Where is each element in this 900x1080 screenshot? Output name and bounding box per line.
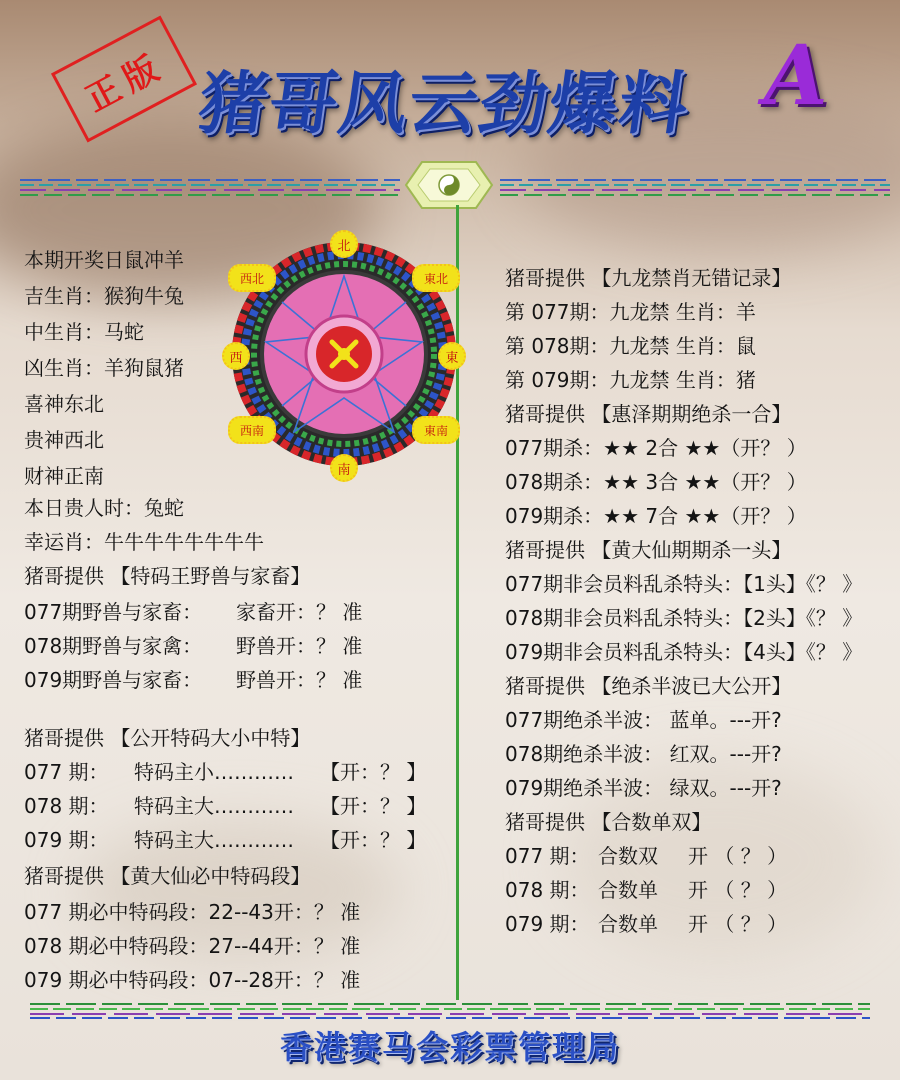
section-title: 猪哥提供 【惠泽期期绝杀一合】 — [505, 402, 792, 426]
table-row: 第 079期：九龙禁 生肖：猪 — [505, 368, 756, 392]
row-open: 【开：？ 】 — [320, 828, 427, 852]
footer-title: 香港赛马会彩票管理局 — [279, 1028, 620, 1066]
row-open: 开 （ ？ ） — [688, 912, 788, 936]
row-text: 特码主大………… — [134, 828, 294, 852]
table-row: 079期野兽与家畜： — [24, 668, 203, 692]
unlucky-zodiac-line: 凶生肖：羊狗鼠猪 — [24, 356, 184, 380]
table-row: 079 期必中特码段：07--28开：？ 准 — [24, 968, 361, 992]
row-value: 合数单 — [598, 878, 658, 902]
southwest-badge: 西南 — [228, 416, 276, 444]
table-row: 第 078期：九龙禁 生肖：鼠 — [505, 334, 756, 358]
table-row: 078期野兽与家禽： — [24, 634, 203, 658]
authentic-stamp: 正版 — [51, 15, 197, 142]
table-row: 077 期： — [24, 760, 109, 784]
middle-zodiac-line: 中生肖：马蛇 — [24, 320, 144, 344]
table-row: 079期绝杀半波： 绿双。---开? — [505, 776, 782, 800]
table-row: 077 期： — [505, 844, 590, 868]
table-row: 078期绝杀半波： 红双。---开? — [505, 742, 782, 766]
table-row: 079期杀：★★ 7合 ★★（开？ ） — [505, 504, 807, 528]
edition-letter: A — [764, 28, 828, 124]
northwest-badge: 西北 — [228, 264, 276, 292]
table-row: 078期杀：★★ 3合 ★★（开？ ） — [505, 470, 807, 494]
section-title: 猪哥提供 【绝杀半波已大公开】 — [505, 674, 792, 698]
row-result: 野兽开：？ 准 — [236, 634, 363, 658]
wealth-god-line: 财神正南 — [24, 464, 104, 488]
noble-hour-line: 本日贵人时：兔蛇 — [24, 496, 184, 520]
table-row: 078 期： — [24, 794, 109, 818]
table-row: 079 期： — [505, 912, 590, 936]
table-row: 078 期： — [505, 878, 590, 902]
footer-separator — [30, 1000, 870, 1020]
row-open: 开 （ ？ ） — [688, 844, 788, 868]
north-badge: 北 — [330, 230, 358, 258]
row-text: 特码主小………… — [134, 760, 294, 784]
bagua-emblem-icon — [404, 160, 494, 210]
draw-day-line: 本期开奖日鼠冲羊 — [24, 248, 184, 272]
table-row: 079 期： — [24, 828, 109, 852]
lucky-zodiac-line: 吉生肖：猴狗牛兔 — [24, 284, 184, 308]
row-result: 家畜开：？ 准 — [236, 600, 363, 624]
table-row: 079期非会员料乱杀特头：【4头】《？ 》 — [505, 640, 863, 664]
section-title: 猪哥提供 【合数单双】 — [505, 810, 712, 834]
table-row: 077期绝杀半波： 蓝单。---开? — [505, 708, 782, 732]
joy-god-line: 喜神东北 — [24, 392, 104, 416]
row-open: 【开：？ 】 — [320, 794, 427, 818]
table-row: 077期杀：★★ 2合 ★★（开？ ） — [505, 436, 807, 460]
table-row: 078 期必中特码段：27--44开：？ 准 — [24, 934, 361, 958]
west-badge: 西 — [222, 342, 250, 370]
section-title: 猪哥提供 【公开特码大小中特】 — [24, 726, 311, 750]
row-open: 开 （ ？ ） — [688, 878, 788, 902]
section-title: 猪哥提供 【黄大仙期期杀一头】 — [505, 538, 792, 562]
southeast-badge: 東南 — [412, 416, 460, 444]
south-badge: 南 — [330, 454, 358, 482]
table-row: 077期野兽与家畜： — [24, 600, 203, 624]
section-title: 猪哥提供 【黄大仙必中特码段】 — [24, 864, 311, 888]
section-title: 猪哥提供 【特码王野兽与家畜】 — [24, 564, 311, 588]
row-value: 合数单 — [598, 912, 658, 936]
table-row: 第 077期：九龙禁 生肖：羊 — [505, 300, 756, 324]
row-text: 特码主大………… — [134, 794, 294, 818]
section-title: 猪哥提供 【九龙禁肖无错记录】 — [505, 266, 792, 290]
table-row: 078期非会员料乱杀特头：【2头】《？ 》 — [505, 606, 863, 630]
row-open: 【开：？ 】 — [320, 760, 427, 784]
noble-god-line: 贵神西北 — [24, 428, 104, 452]
lucky-animal-line: 幸运肖：牛牛牛牛牛牛牛牛 — [24, 530, 264, 554]
poster-title: 猪哥风云劲爆料 — [193, 64, 695, 144]
row-value: 合数双 — [598, 844, 658, 868]
northeast-badge: 東北 — [412, 264, 460, 292]
table-row: 077期非会员料乱杀特头：【1头】《？ 》 — [505, 572, 863, 596]
row-result: 野兽开：？ 准 — [236, 668, 363, 692]
table-row: 077 期必中特码段：22--43开：？ 准 — [24, 900, 361, 924]
east-badge: 東 — [438, 342, 466, 370]
